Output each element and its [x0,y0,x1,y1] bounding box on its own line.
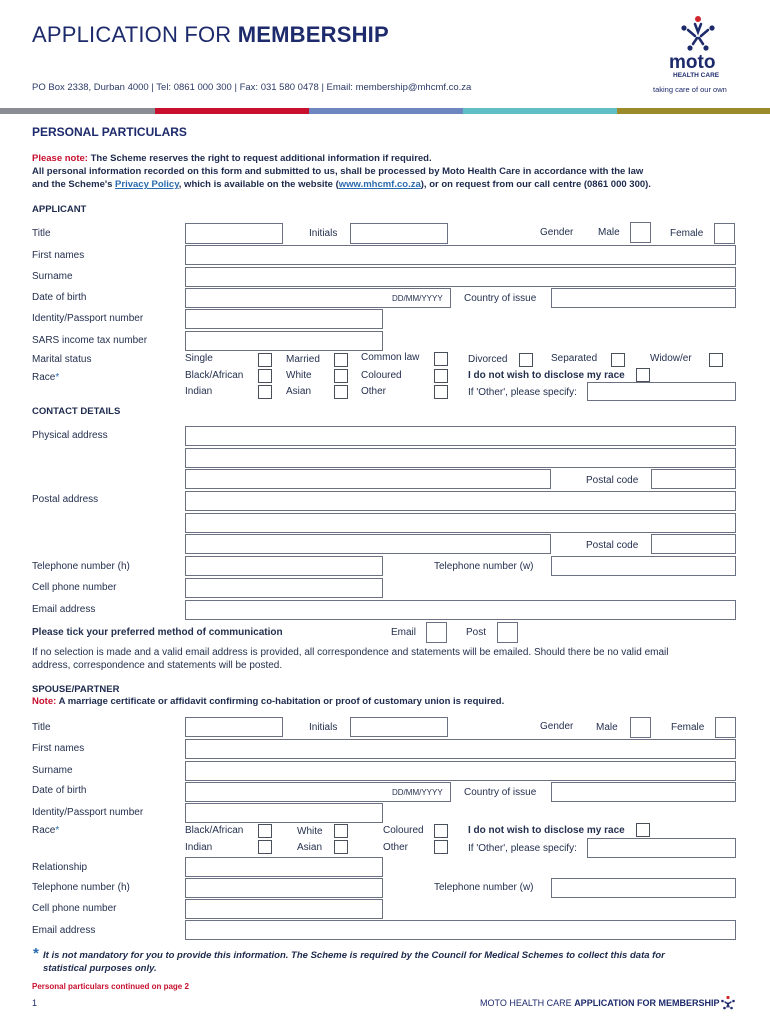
dob-format: DD/MM/YYYY [392,294,443,303]
race-coloured-label: Coloured [361,370,402,381]
website-link[interactable]: www.mhcmf.co.za [338,179,421,190]
marital-separated-checkbox[interactable] [611,353,625,367]
privacy-policy-link[interactable]: Privacy Policy [115,179,179,190]
spouse-cell-label: Cell phone number [32,903,117,914]
logo-mark-icon [675,14,721,54]
race-indian-label: Indian [185,386,213,397]
spouse-race-indian-label: Indian [185,842,213,853]
spouse-initials-field[interactable] [350,717,448,737]
race-white-label: White [286,370,312,381]
mandatory-note-1: It is not mandatory for you to provide this information. The Scheme is required by the Council for Medical Schemes to collect this data for [43,950,665,961]
spouse-initials-label: Initials [309,722,338,733]
other-specify-field[interactable] [587,382,736,401]
marital-married-label: Married [286,354,320,365]
marital-divorced-label: Divorced [468,354,508,365]
spouse-tel-w-field[interactable] [551,878,736,898]
tel-h-label: Telephone number (h) [32,561,130,572]
tel-w-label: Telephone number (w) [434,561,534,572]
color-bar-5 [617,108,770,114]
first-names-label: First names [32,250,85,261]
spouse-female-label: Female [671,722,705,733]
dob-label: Date of birth [32,292,87,303]
spouse-tel-h-field[interactable] [185,878,383,898]
spouse-country-issue-label: Country of issue [464,787,537,798]
spouse-note: Note: A marriage certificate or affidavit confirming co-habitation or proof of customary union is required. [32,696,505,707]
pref-post-checkbox[interactable] [497,622,518,643]
page-number: 1 [32,998,38,1008]
surname-field[interactable] [185,267,736,287]
physical-address-line-1[interactable] [185,426,736,446]
spouse-race-asian-label: Asian [297,842,323,853]
female-label: Female [670,228,704,239]
spouse-female-checkbox[interactable] [715,717,736,738]
gender-label: Gender [540,227,574,238]
email-label: Email address [32,604,96,615]
color-bar-1 [0,108,155,114]
title-field[interactable] [185,223,283,244]
color-bar-4 [463,108,617,114]
race-black-label: Black/African [185,370,244,381]
spouse-first-names-field[interactable] [185,739,736,759]
spouse-id-passport-field[interactable] [185,803,383,823]
tel-h-field[interactable] [185,556,383,576]
physical-address-line-3[interactable] [185,469,551,489]
pref-method-label: Please tick your preferred method of communication [32,627,283,638]
spouse-title-field[interactable] [185,717,283,737]
initials-field[interactable] [350,223,448,244]
spouse-race-black-checkbox[interactable] [258,824,272,838]
race-indian-checkbox[interactable] [258,385,272,399]
race-asian-label: Asian [286,386,312,397]
color-bar-3 [309,108,463,114]
marital-common-law-label: Common law [361,352,420,363]
moto-logo [650,14,746,94]
female-checkbox[interactable] [714,223,735,244]
race-asian-checkbox[interactable] [334,385,348,399]
mandatory-star: * [33,945,39,962]
id-passport-label: Identity/Passport number [32,313,144,324]
marital-widow-checkbox[interactable] [709,353,723,367]
color-bar-2 [155,108,309,114]
cell-field[interactable] [185,578,383,598]
spouse-tel-w-label: Telephone number (w) [434,882,534,893]
surname-label: Surname [32,271,73,282]
spouse-male-label: Male [596,722,618,733]
postal-address-line-3[interactable] [185,534,551,554]
spouse-title-label: Title [32,722,51,733]
spouse-dob-label: Date of birth [32,785,87,796]
race-black-checkbox[interactable] [258,369,272,383]
postal-address-line-2[interactable] [185,513,736,533]
footer-logo-icon [720,995,736,1011]
marital-single-label: Single [185,353,213,364]
applicant-heading: APPLICANT [32,204,87,215]
other-specify-label: If 'Other', please specify: [468,387,577,398]
privacy-line-1: All personal information recorded on this form and submitted to us, shall be processed by Moto Health Care in accordance with the law [32,166,644,177]
page-title: APPLICATION FOR MEMBERSHIP [32,22,389,47]
male-checkbox[interactable] [630,222,651,243]
spouse-dob-format: DD/MM/YYYY [392,788,443,797]
physical-postal-code-field[interactable] [651,469,736,489]
physical-address-line-2[interactable] [185,448,736,468]
sars-field[interactable] [185,331,383,351]
spouse-no-disclose-checkbox[interactable] [636,823,650,837]
spouse-surname-label: Surname [32,765,73,776]
no-disclose-checkbox[interactable] [636,368,650,382]
spouse-race-other-label: Other [383,842,409,853]
race-other-label: Other [361,386,387,397]
cell-label: Cell phone number [32,582,117,593]
mandatory-note-2: statistical purposes only. [43,963,157,974]
physical-postal-code-label: Postal code [586,475,639,486]
country-issue-field[interactable] [551,288,736,308]
postal-address-line-1[interactable] [185,491,736,511]
spouse-race-label: Race* [32,825,60,836]
spouse-email-label: Email address [32,925,96,936]
spouse-race-asian-checkbox[interactable] [334,840,348,854]
race-other-checkbox[interactable] [434,385,448,399]
logo-word: moto [669,52,716,73]
no-selection-line-2: address, correspondence and statements will be posted. [32,660,283,671]
postal-postal-code-label: Postal code [586,540,639,551]
continued-note: Personal particulars continued on page 2 [32,982,189,991]
spouse-male-checkbox[interactable] [630,717,651,738]
spouse-gender-label: Gender [540,721,574,732]
marital-widow-label: Widow/er [650,353,692,364]
no-disclose-label: I do not wish to disclose my race [468,370,625,381]
race-coloured-checkbox[interactable] [434,369,448,383]
spouse-tel-h-label: Telephone number (h) [32,882,130,893]
spouse-relationship-label: Relationship [32,862,88,873]
contact-line: PO Box 2338, Durban 4000 | Tel: 0861 000 300 | Fax: 031 580 0478 | Email: membership@mhcmf.co.za [32,82,472,93]
no-selection-line-1: If no selection is made and a valid email address is provided, all correspondence and statements will be emailed. Should there be no valid email [32,647,669,658]
spouse-race-black-label: Black/African [185,825,244,836]
pref-email-checkbox[interactable] [426,622,447,643]
spouse-heading: SPOUSE/PARTNER [32,684,120,695]
id-passport-field[interactable] [185,309,383,329]
spouse-race-coloured-checkbox[interactable] [434,824,448,838]
marital-separated-label: Separated [551,353,598,364]
pref-post-label: Post [466,627,487,638]
male-label: Male [598,227,620,238]
personal-note: Please note: The Scheme reserves the right to request additional information if required. [32,153,432,164]
sars-label: SARS income tax number [32,335,148,346]
marital-married-checkbox[interactable] [334,353,348,367]
contact-heading: CONTACT DETAILS [32,406,121,417]
section-heading-personal: PERSONAL PARTICULARS [32,125,187,139]
spouse-cell-field[interactable] [185,899,383,919]
initials-label: Initials [309,228,338,239]
email-field[interactable] [185,600,736,620]
spouse-country-issue-field[interactable] [551,782,736,802]
first-names-field[interactable] [185,245,736,265]
spouse-no-disclose-label: I do not wish to disclose my race [468,825,625,836]
spouse-id-passport-label: Identity/Passport number [32,807,144,818]
spouse-race-indian-checkbox[interactable] [258,840,272,854]
spouse-other-specify-field[interactable] [587,838,736,858]
marital-label: Marital status [32,354,92,365]
logo-tagline: taking care of our own [653,85,727,94]
logo-sub: HEALTH CARE [673,72,720,79]
marital-common-law-checkbox[interactable] [434,352,448,366]
pref-email-label: Email [391,627,417,638]
country-issue-label: Country of issue [464,293,537,304]
spouse-relationship-field[interactable] [185,857,383,877]
privacy-line-2: and the Scheme's Privacy Policy, which is available on the website (www.mhcmf.co.za), or on request from our call centre (0861 000 300). [32,179,651,190]
title-label: Title [32,228,51,239]
spouse-race-coloured-label: Coloured [383,825,424,836]
footer-brand: MOTO HEALTH CARE APPLICATION FOR MEMBERSHIP [480,998,720,1008]
postal-postal-code-field[interactable] [651,534,736,554]
spouse-race-other-checkbox[interactable] [434,840,448,854]
spouse-race-white-label: White [297,826,323,837]
marital-divorced-checkbox[interactable] [519,353,533,367]
spouse-surname-field[interactable] [185,761,736,781]
postal-address-label: Postal address [32,494,99,505]
marital-single-checkbox[interactable] [258,353,272,367]
spouse-first-names-label: First names [32,743,85,754]
physical-address-label: Physical address [32,430,108,441]
spouse-race-white-checkbox[interactable] [334,824,348,838]
spouse-other-specify-label: If 'Other', please specify: [468,843,577,854]
spouse-email-field[interactable] [185,920,736,940]
tel-w-field[interactable] [551,556,736,576]
race-label: Race* [32,372,60,383]
race-white-checkbox[interactable] [334,369,348,383]
